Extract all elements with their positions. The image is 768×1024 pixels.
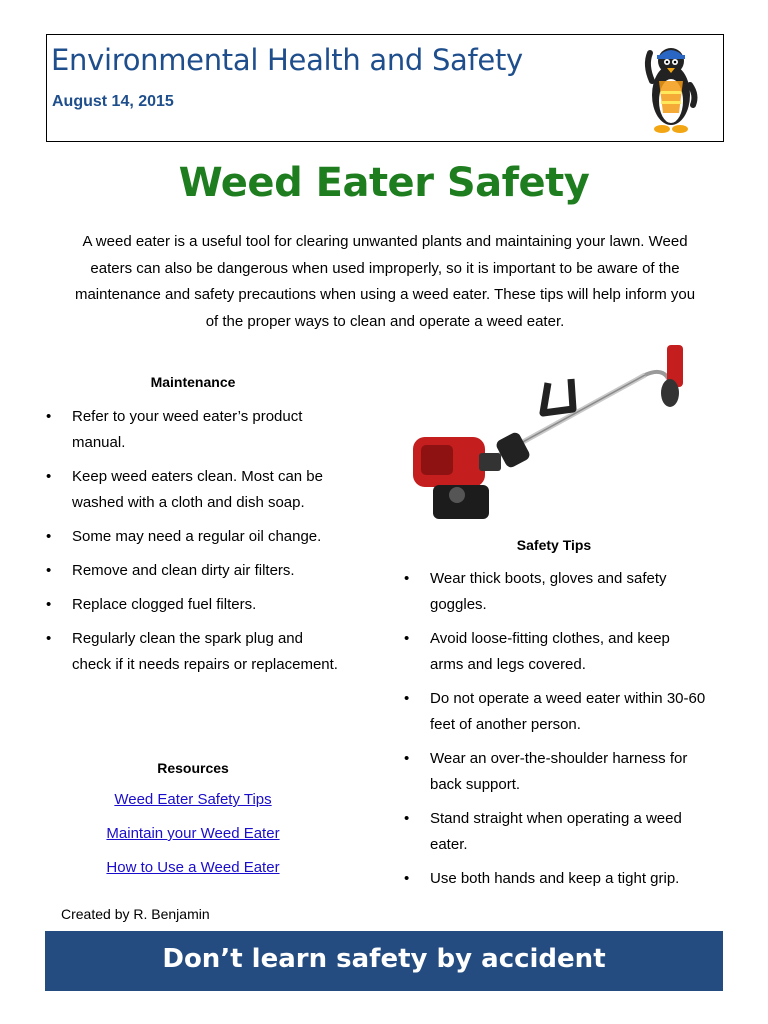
- safety-tips-list: [404, 566, 706, 900]
- list-item: • Replace clogged fuel filters.: [46, 592, 344, 618]
- resources-section: [62, 760, 324, 892]
- weed-eater-illustration-icon: [405, 335, 695, 530]
- list-item: • Use both hands and keep a tight grip.: [404, 866, 706, 892]
- maintenance-list: [46, 404, 344, 686]
- list-item: • Some may need a regular oil change.: [46, 524, 344, 550]
- footer-banner: Don’t learn safety by accident: [45, 931, 723, 991]
- list-item: • Keep weed eaters clean. Most can be washed with a cloth and dish soap.: [46, 464, 344, 516]
- header-title: Environmental Health and Safety: [51, 43, 523, 77]
- header-date: August 14, 2015: [52, 93, 174, 110]
- list-item: • Wear an over-the-shoulder harness for back support.: [404, 746, 706, 798]
- intro-paragraph: A weed eater is a useful tool for clearing unwanted plants and maintaining your lawn. Weed eaters can also be dangerous when used improperly, so it is important to be aware of the maintenance and safety precautions when using a weed eater. These tips will help inform you of the proper ways to clean and operate a weed eater.: [74, 233, 696, 330]
- header-box: [46, 34, 724, 142]
- link-weed-eater-safety-tips[interactable]: Weed Eater Safety Tips: [114, 791, 272, 808]
- safety-tips-heading: Safety Tips: [516, 537, 592, 553]
- list-item: • Avoid loose-fitting clothes, and keep arms and legs covered.: [404, 626, 706, 678]
- page-title: Weed Eater Safety: [178, 160, 590, 206]
- resources-heading: Resources: [157, 760, 229, 776]
- safety-penguin-mascot-icon: [641, 43, 701, 135]
- list-item: • Wear thick boots, gloves and safety goggles.: [404, 566, 706, 618]
- list-item: • Remove and clean dirty air filters.: [46, 558, 344, 584]
- list-item: • Do not operate a weed eater within 30-60 feet of another person.: [404, 686, 706, 738]
- link-maintain-weed-eater[interactable]: Maintain your Weed Eater: [106, 825, 280, 842]
- list-item: • Stand straight when operating a weed eater.: [404, 806, 706, 858]
- author-credit: Created by R. Benjamin: [61, 906, 210, 922]
- list-item: • Regularly clean the spark plug and check if it needs repairs or replacement.: [46, 626, 344, 678]
- maintenance-heading: Maintenance: [150, 374, 236, 390]
- list-item: • Refer to your weed eater’s product manual.: [46, 404, 344, 456]
- link-how-to-use-weed-eater[interactable]: How to Use a Weed Eater: [106, 859, 280, 876]
